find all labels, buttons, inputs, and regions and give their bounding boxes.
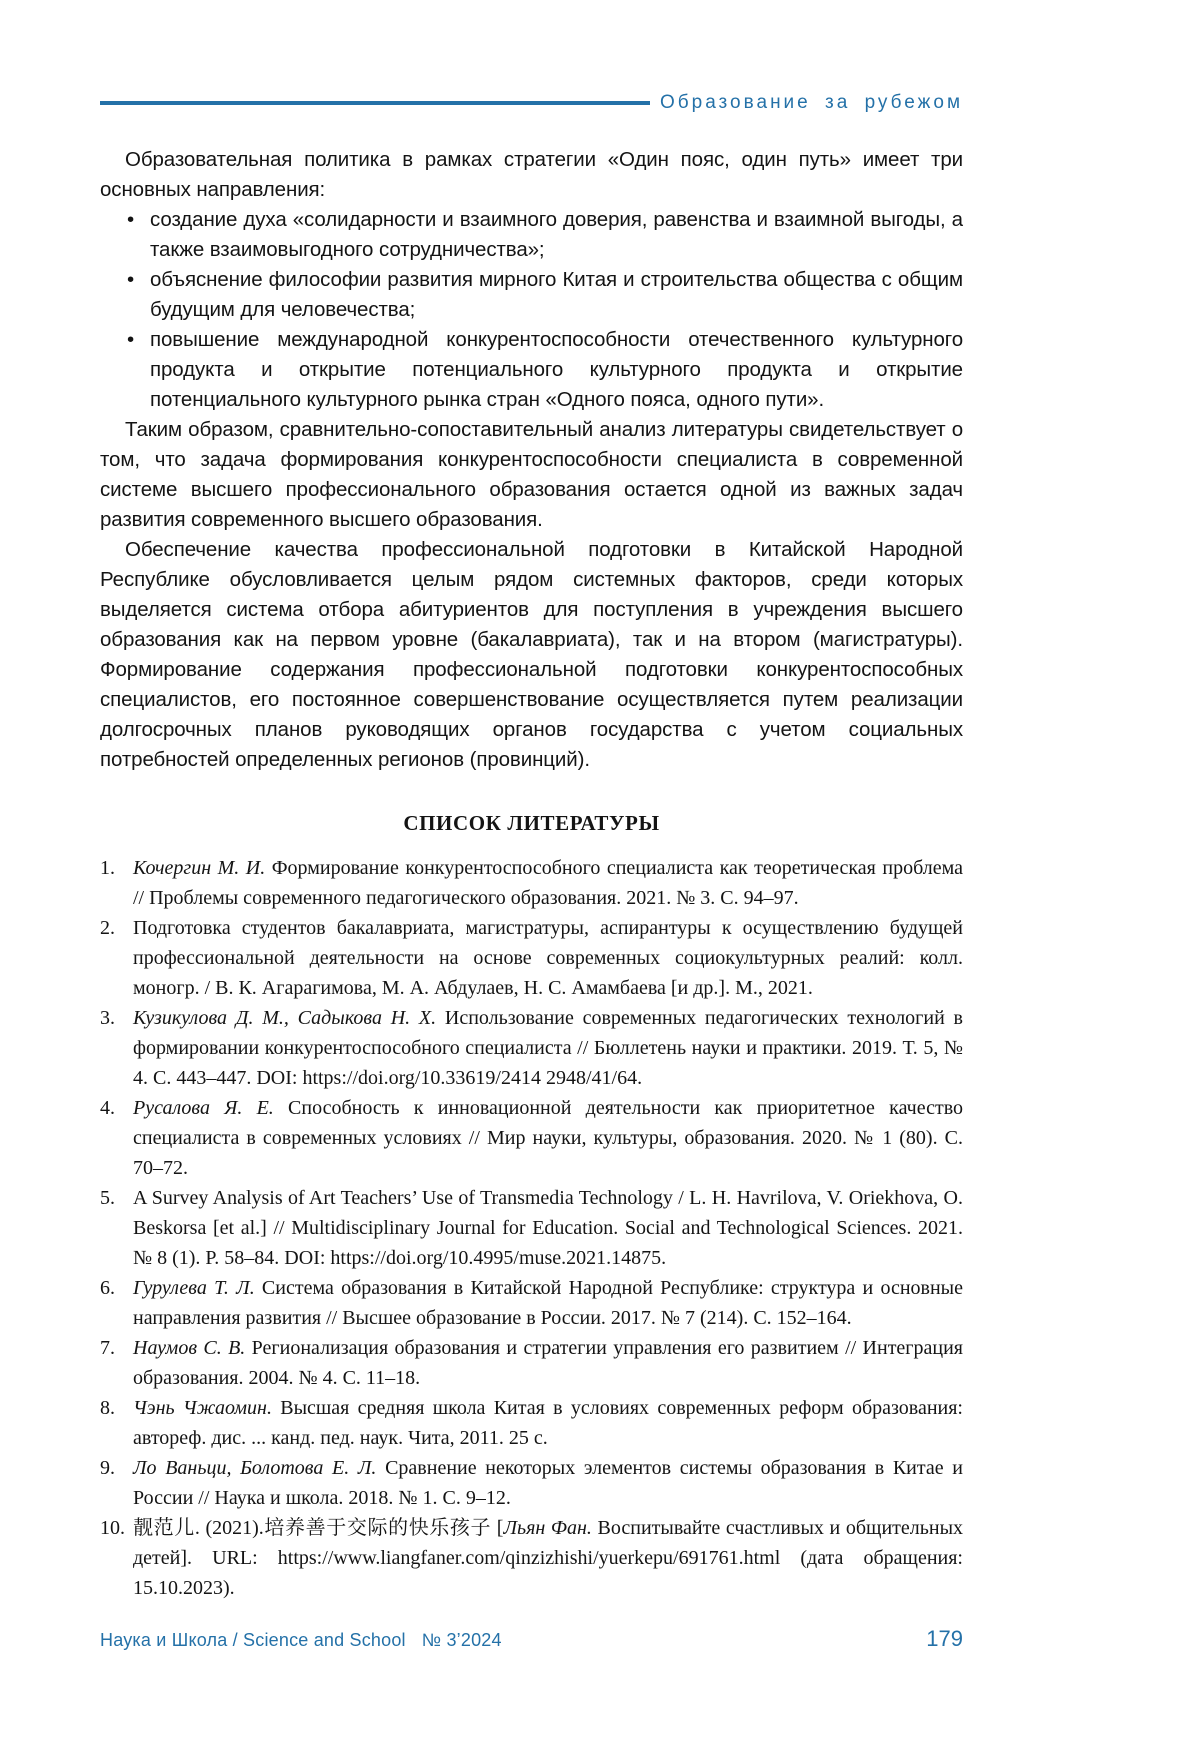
reference-item [100,1093,963,1183]
body-text [100,145,963,775]
reference-text: Способность к инновационной деятельности как приоритетное качество специалиста в современных условиях // Мир науки, культуры, образования. 2020. № 1 (80). С. 70–72. [133,1097,963,1179]
issue-label: № 3’2024 [421,1630,502,1650]
bullet-item: • создание духа «солидарности и взаимного доверия, равенства и взаимной выгоды, а также взаимовыгодного сотрудничества»; [100,205,963,265]
reference-text: Подготовка студентов бакалавриата, магистратуры, аспирантуры к осуществлению будущей профессиональной деятельности на основе современных социокультурных реалий: колл. моногр. / В. К. Агарагимова, М. А. Абдулаев, Н. С. Амамбаева [и др.]. М., 2021. [133,917,963,999]
reference-author: Кузикулова Д. М., Садыкова Н. Х. [133,1007,445,1029]
reference-text: A Survey Analysis of Art Teachers’ Use of Transmedia Technology / L. H. Havrilova, V. Oriekhova, O. Beskorsa [et al.] // Multidisciplinary Journal for Education. Social and Technological Sciences. 2021. № 8 (1). P. 58–84. DOI: https://doi.org/10.4995/muse.2021.14875. [133,1187,963,1269]
reference-text: Регионализация образования и стратегии управления его развитием // Интеграция образования. 2004. № 4. С. 11–18. [133,1337,963,1389]
paragraph-intro: Образовательная политика в рамках стратегии «Один пояс, один путь» имеет три основных направления: [100,148,963,201]
reference-author: Льян Фан. [503,1517,598,1539]
page-footer [100,1626,963,1652]
page-number: 179 [926,1626,963,1651]
paragraph-quality: Обеспечение качества профессиональной подготовки в Китайской Народной Республике обусловливается целым рядом системных факторов, среди которых выделяется система отбора абитуриентов для поступления в учреждения высшего образования как на первом уровне (бакалавриата), так и на втором (магистратуры). Формирование содержания профессиональной подготовки конкурентоспособных специалистов, его постоянное совершенствование осуществляется путем реализации долгосрочных планов руководящих органов государства с учетом социальных потребностей определенных регионов (провинций). [100,538,963,771]
reference-item [100,1333,963,1393]
reference-text: Сравнение некоторых элементов системы образования в Китае и России // Наука и школа. 2018. № 1. С. 9–12. [133,1457,963,1509]
reference-text: Формирование конкурентоспособного специалиста как теоретическая проблема // Проблемы современного педагогического образования. 2021. № 3. С. 94–97. [133,857,963,909]
reference-item [100,1183,963,1273]
reference-item [100,853,963,913]
reference-author: Наумов С. В. [133,1337,252,1359]
bibliography-title: СПИСОК ЛИТЕРАТУРЫ [403,811,660,835]
reference-author: Ло Ваньци, Болотова Е. Л. [133,1457,386,1479]
reference-author: Гурулева Т. Л. [133,1277,262,1299]
reference-text: Система образования в Китайской Народной Республике: структура и основные направления развития // Высшее образование в России. 2017. № 7 (214). С. 152–164. [133,1277,963,1329]
reference-author: Чэнь Чжаомин. [133,1397,281,1419]
reference-author: Русалова Я. Е. [133,1097,289,1119]
reference-item [100,1003,963,1093]
reference-text: 靓范儿. (2021).培养善于交际的快乐孩子 [ [133,1517,504,1539]
reference-item [100,1273,963,1333]
rubric-label: Образование за рубежом [659,92,963,113]
journal-name: Наука и Школа / Science and School [100,1630,406,1650]
reference-item [100,913,963,1003]
reference-item [100,1393,963,1453]
reference-text: Использование современных педагогических технологий в формировании конкурентоспособного специалиста // Бюллетень науки и практики. 2019. Т. 5, № 4. С. 443–447. DOI: https://doi.org/10.33619/2414 2948/41/64. [133,1007,963,1089]
paragraph-analysis: Таким образом, сравнительно-сопоставительный анализ литературы свидетельствует о том, что задача формирования конкурентоспособности специалиста в современной системе высшего профессионального образования остается одной из важных задач развития современного высшего образования. [100,418,963,531]
reference-text: Воспитывайте счастливых и общительных детей]. URL: https://www.liangfaner.com/qinzizhishi/yuerkepu/691761.html (дата обращения: 15.10.2023). [133,1517,964,1599]
bullet-list [100,205,963,415]
document-page [100,0,963,1603]
page-header [100,92,963,114]
reference-item [100,1453,963,1513]
bullet-item: • повышение международной конкурентоспособности отечественного культурного продукта и открытие потенциального культурного продукта и открытие потенциального культурного рынка стран «Одного пояса, одного пути». [100,325,963,415]
reference-text: Высшая средняя школа Китая в условиях современных реформ образования: автореф. дис. ... канд. пед. наук. Чита, 2011. 25 с. [133,1397,963,1449]
footer-left [100,1630,502,1651]
reference-author: Кочергин М. И. [133,857,272,879]
reference-item [100,1513,963,1603]
bibliography-list [100,853,963,1603]
header-rule [100,101,650,105]
bullet-item: • объяснение философии развития мирного Китая и строительства общества с общим будущим для человечества; [100,265,963,325]
